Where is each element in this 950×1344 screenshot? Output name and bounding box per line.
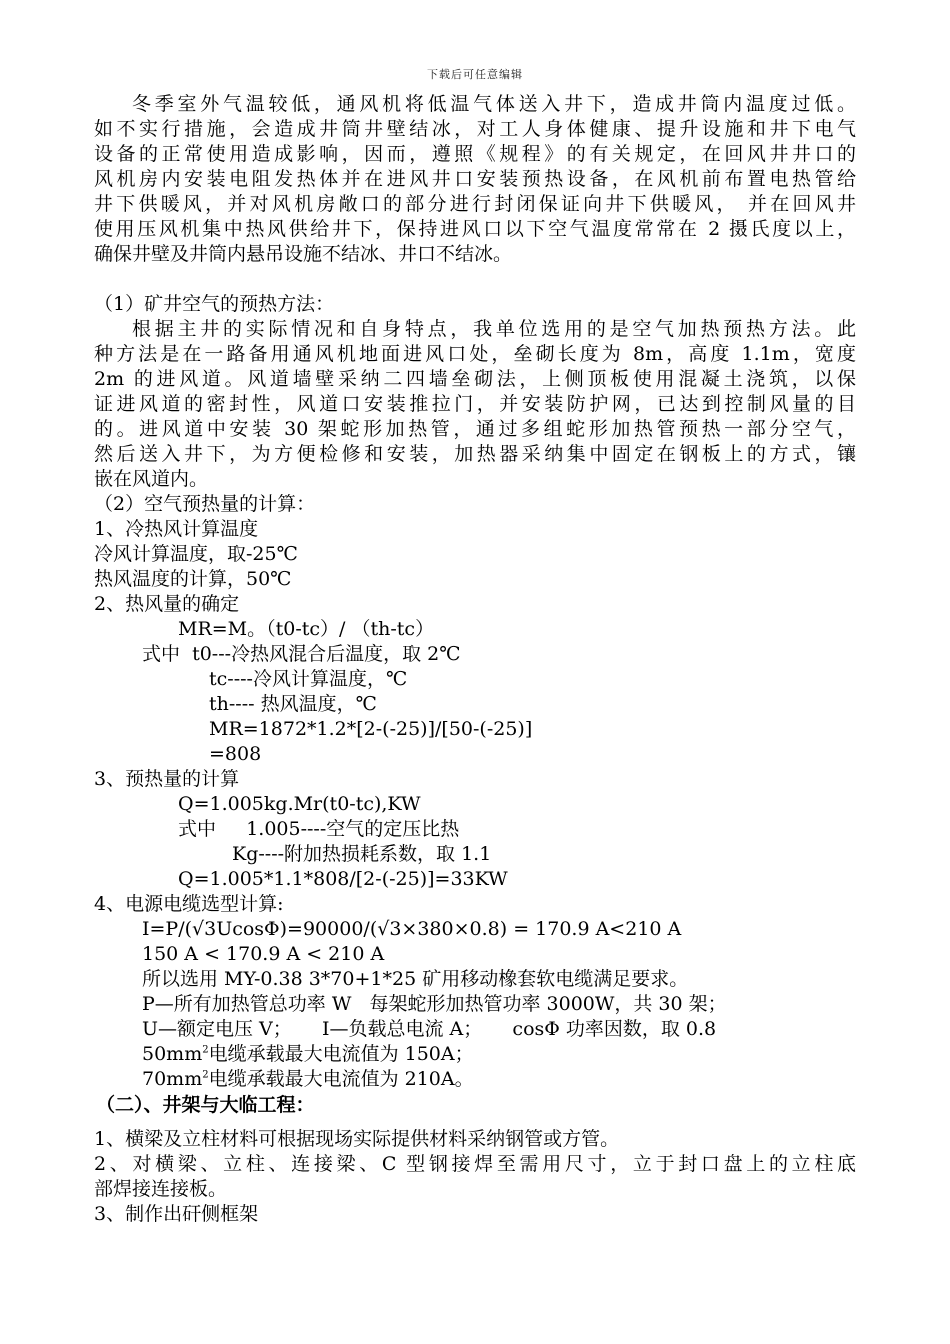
formula-where-t0: 式中 t0---冷热风混合后温度，取 2℃ xyxy=(142,643,461,665)
cable-70-text: 电缆承载最大电流值为 210A。 xyxy=(208,1068,474,1090)
formula-tc: tc----冷风计算温度，℃ xyxy=(209,668,408,690)
formula-mr-calc: MR=1872*1.2*[2-(-25)]/[50-(-25)] xyxy=(209,718,533,740)
cable-p-def: P—所有加热管总功率 W 每架蛇形加热管功率 3000W，共 30 架； xyxy=(142,993,727,1015)
formula-q: Q=1.005kg.Mr(t0-tc),KW xyxy=(178,793,421,815)
s1-line-3: 2m 的进风道。风道墙壁采纳二四墙垒砌法，上侧顶板使用混凝土浇筑，以保 xyxy=(94,368,856,390)
s1-line-1: 根据主井的实际情况和自身特点，我单位选用的是空气加热预热方法。此 xyxy=(132,318,856,340)
s3-line-2: 2、对横梁、立柱、连接梁、C 型钢接焊至需用尺寸，立于封口盘上的立柱底 xyxy=(94,1153,856,1175)
section-2-title: （2）空气预热量的计算： xyxy=(94,493,316,515)
s1-line-4: 证进风道的密封性，风道口安装推拉门，并安装防护网，已达到控制风量的目 xyxy=(94,393,856,415)
section-1-title: （1）矿井空气的预热方法： xyxy=(94,293,335,315)
cable-current-range: 150 A < 170.9 A < 210 A xyxy=(142,943,385,965)
formula-q-where: 式中 1.005----空气的定压比热 xyxy=(178,818,460,840)
s2-item-2: 2、热风量的确定 xyxy=(94,593,240,615)
intro-line-2: 如不实行措施，会造成井筒井壁结冰，对工人身体健康、提升设施和井下电气 xyxy=(94,118,856,140)
section-2-heading: （二）、井架与大临工程： xyxy=(96,1094,315,1116)
s2-item-4: 4、电源电缆选型计算: xyxy=(94,893,284,915)
s2-item-1: 1、冷热风计算温度 xyxy=(94,518,259,540)
s2-item-3: 3、预热量的计算 xyxy=(94,768,240,790)
formula-mr-result: =808 xyxy=(209,743,262,765)
cable-50-size: 50mm xyxy=(142,1043,203,1065)
s3-line-1: 1、横梁及立柱材料可根据现场实际提供材料采纳钢管或方管。 xyxy=(94,1128,620,1150)
s3-line-4: 3、制作出矸侧框架 xyxy=(94,1203,259,1225)
s1-line-5: 的。进风道中安装 30 架蛇形加热管，通过多组蛇形加热管预热一部分空气， xyxy=(94,418,856,440)
cable-70mm-rating xyxy=(142,1067,474,1092)
intro-line-3: 设备的正常使用造成影响，因而，遵照《规程》的有关规定，在回风井井口的 xyxy=(94,143,856,165)
s1-line-2: 种方法是在一路备用通风机地面进风口处，垒砌长度为 8m，高度 1.1m，宽度 xyxy=(94,343,856,365)
cable-50-text: 电缆承载最大电流值为 150A； xyxy=(208,1043,474,1065)
formula-th: th---- 热风温度，℃ xyxy=(209,693,377,715)
cable-selection: 所以选用 MY-0.38 3*70+1*25 矿用移动橡套软电缆满足要求。 xyxy=(142,968,689,990)
formula-mr: MR=M。（t0-tc）/ （th-tc） xyxy=(178,618,435,640)
s2-cold-temp: 冷风计算温度，取-25℃ xyxy=(94,543,298,565)
page-header: 下载后可任意编辑 xyxy=(427,68,523,81)
cable-u-def: U—额定电压 V； I—负载总电流 A； cosΦ 功率因数，取 0.8 xyxy=(142,1018,717,1040)
formula-q-result: Q=1.005*1.1*808/[2-(-25)]=33KW xyxy=(178,868,508,890)
s1-line-6: 然后送入井下，为方便检修和安装，加热器采纳集中固定在钢板上的方式，镶 xyxy=(94,443,856,465)
cable-50mm-rating xyxy=(142,1042,474,1067)
s2-hot-temp: 热风温度的计算，50℃ xyxy=(94,568,292,590)
s3-line-3: 部焊接连接板。 xyxy=(94,1178,228,1200)
s1-line-7: 嵌在风道内。 xyxy=(94,468,209,490)
cable-70-sup: 2 xyxy=(202,1069,209,1081)
cable-current-calc: I=P/(√3UcosΦ)=90000/(√3×380×0.8) = 170.9 A<210 A xyxy=(142,918,682,940)
intro-line-1: 冬季室外气温较低，通风机将低温气体送入井下，造成井筒内温度过低。 xyxy=(132,93,856,115)
intro-line-4: 风机房内安装电阻发热体并在进风井口安装预热设备，在风机前布置电热管给 xyxy=(94,168,856,190)
intro-line-6: 使用压风机集中热风供给井下，保持进风口以下空气温度常常在 2 摄氏度以上， xyxy=(94,218,856,240)
cable-70-size: 70mm xyxy=(142,1068,203,1090)
intro-line-7: 确保井壁及井筒内悬吊设施不结冰、井口不结冰。 xyxy=(94,243,513,265)
cable-50-sup: 2 xyxy=(202,1044,209,1056)
intro-line-5: 井下供暖风，并对风机房敞口的部分进行封闭保证向井下供暖风， 并在回风井 xyxy=(94,193,856,215)
formula-kg: Kg----附加热损耗系数，取 1.1 xyxy=(232,843,492,865)
